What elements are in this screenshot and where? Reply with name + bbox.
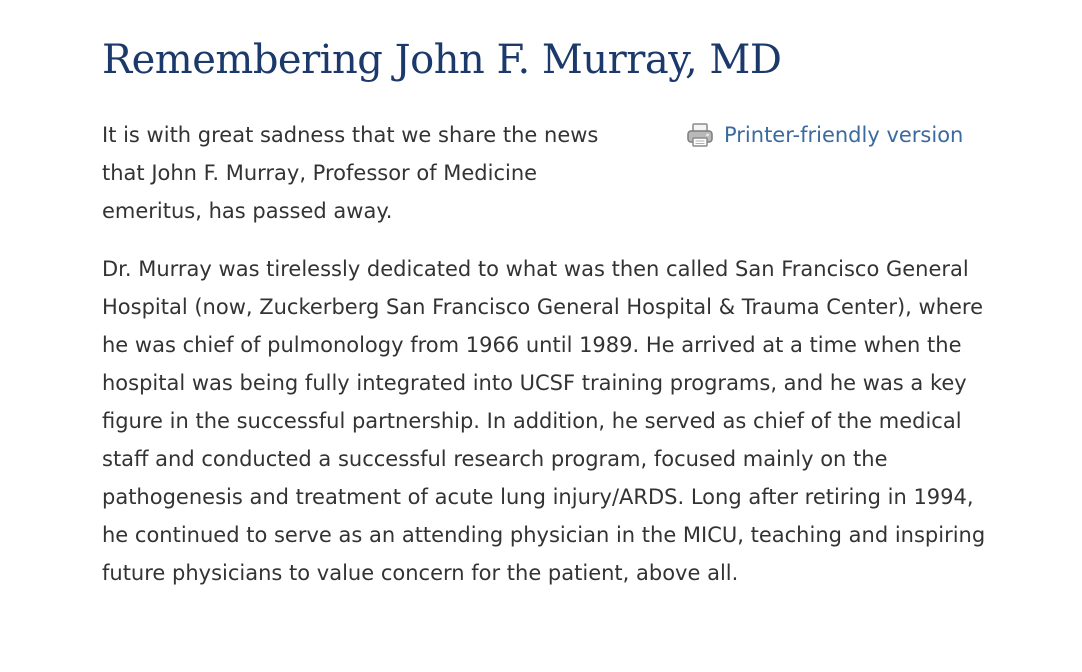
printer-icon (686, 122, 714, 148)
body-paragraph: Dr. Murray was tirelessly dedicated to what was then called San Francisco General Hospital (now, Zuckerberg San Francisco General Hospital & Trauma Center), where he was chief of pulmonology from 1966 until 1989. He arrived at a time when the hospital was being fully integrated into UCSF training programs, and he was a key figure in the successful partnership. In addition, he served as chief of the medical staff and conducted a successful research program, focused mainly on the pathogenesis and treatment of acute lung injury/ARDS. Long after retiring in 1994, he continued to serve as an attending physician in the MICU, teaching and inspiring future physicians to value concern for the patient, above all. (102, 257, 986, 585)
printer-friendly-link[interactable] (686, 116, 963, 154)
printer-link-label: Printer-friendly version (724, 123, 964, 147)
intro-paragraph: It is with great sadness that we share the news that John F. Murray, Professor of Medicine emeritus, has passed away. (102, 123, 599, 223)
page-title: Remembering John F. Murray, MD (102, 37, 782, 83)
